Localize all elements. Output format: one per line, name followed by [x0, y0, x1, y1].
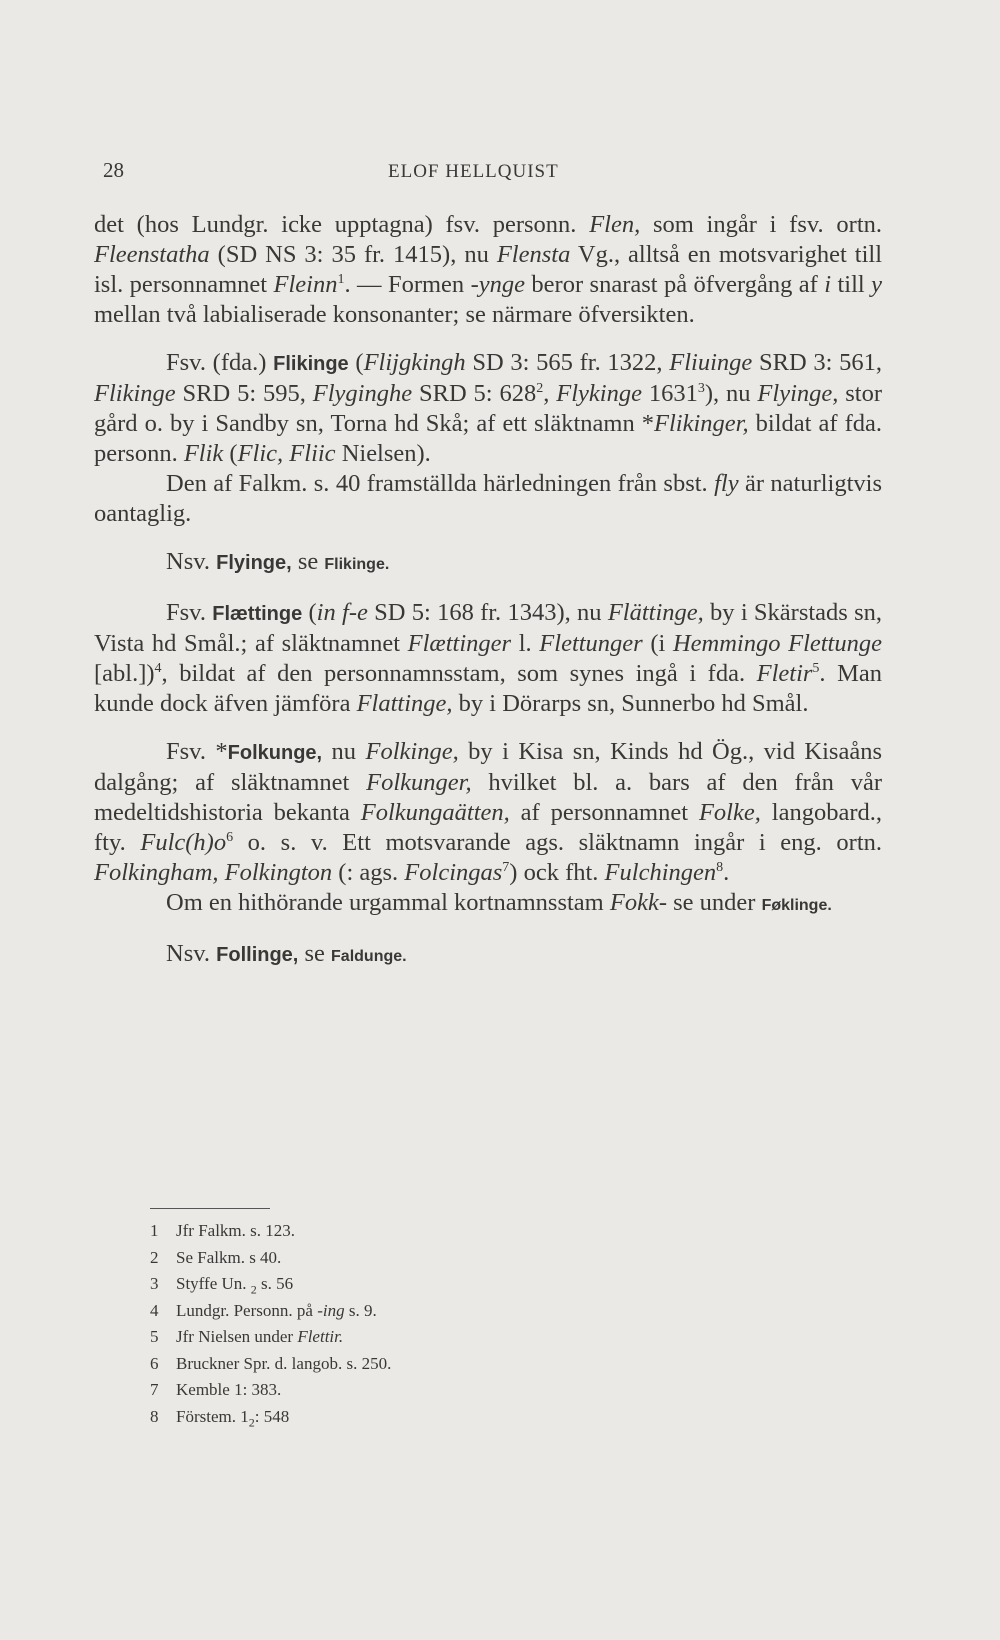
headword: Folkunge,: [227, 742, 323, 764]
footnote-ref: 3: [697, 380, 705, 396]
running-head: ELOF HELLQUIST: [388, 161, 559, 182]
page-header: [0, 158, 1000, 192]
headword: Flættinge: [212, 603, 303, 625]
entry-folkunge: Fsv. *Folkunge, nu Folkinge, by i Kisa sn, Kinds hd Ög., vid Kisaåns dalgång; af släktnamnet Folkunger, hvilket bl. a. bars af den från vår medeltidshistoria bekanta Folkungaätten, af personnamnet Folke, langobard., fty. $Fulc(h)o^6$ o. s. v. Ett motsvarande ags. släktnamn ingår i eng. ortn. Folkingham, Folkington (: ags. Folcingas$^7$) ock fht. Fulchingen$^8$.: [94, 738, 883, 886]
paragraph-fokk: Om en hithörande urgammal kortnamnsstam Fokk- se under Føklinge.: [166, 889, 832, 916]
entry-follinge: Nsv. Follinge, se Faldunge.: [166, 940, 407, 967]
entry-flaettinge: Fsv. Flættinge (in f-e SD 5: 168 fr. 1343), nu Flättinge, by i Skärstads sn, Vista hd Smål.; af släktnamnet Flættinger l. Flettunger (i Hemmingo Flettunge [abl.])$^4$, bildat af den personnamnsstam, som synes ingå i fda. Fletir$^5$. Man kunde dock äfven jämföra Flattinge, by i Dörarps sn, Sunnerbo hd Smål.: [94, 599, 883, 717]
headword: Flyinge,: [216, 552, 292, 574]
footnotes: [150, 1218, 650, 1430]
footnote-ref: 6: [226, 829, 234, 845]
body-text: [94, 210, 882, 972]
footnote-ref: 7: [502, 859, 510, 875]
footnote: 1 Jfr Falkm. s. 123.: [150, 1221, 295, 1240]
footnote: 3 Styffe Un. $_2$ s. 56: [150, 1274, 294, 1297]
entry-flikinge: Fsv. (fda.) Flikinge (Flijgkingh SD 3: 565 fr. 1322, Fliuinge SRD 3: 561, Flikinge SRD 5: 595, Flyginghe SRD 5: $628^2$, Flykinge 1631$^3$), nu Flyinge, stor gård o. by i Sandby sn, Torna hd Skå; af ett släktnamn *Flikinger, bildat af fda. personn. Flik (Flic, Fliic Nielsen).: [94, 349, 883, 467]
entry-flyinge: Nsv. Flyinge, se Flikinge.: [166, 548, 390, 575]
footnote-rule: [150, 1208, 270, 1209]
cross-reference: Føklinge.: [761, 897, 832, 914]
footnote-ref: 5: [812, 660, 820, 676]
headword: Flikinge: [273, 353, 349, 375]
paragraph-1: det (hos Lundgr. icke upptagna) fsv. personn. Flen, som ingår i fsv. ortn. Fleenstatha (SD NS 3: 35 fr. 1415), nu Flensta Vg., alltså en motsvarighet till isl. personnamnet Fleinn$^1$. — Formen -ynge beror snarast på öfvergång af i till y mellan två labialiserade konsonanter; se närmare öfversikten.: [94, 211, 883, 328]
headword: Follinge,: [216, 944, 299, 966]
footnote: 8 Förstem. $1_2$: 548: [150, 1406, 290, 1429]
footnote: 7 Kemble 1: 383.: [150, 1380, 282, 1399]
page-number: 28: [103, 158, 124, 182]
footnote-ref: 8: [716, 859, 724, 875]
footnote: 5 Jfr Nielsen under Flettir.: [150, 1327, 344, 1346]
cross-reference: Faldunge.: [331, 948, 407, 965]
footnote: 2 Se Falkm. s 40.: [150, 1247, 282, 1267]
footnote: 6 Bruckner Spr. d. langob. s. 250.: [150, 1353, 392, 1373]
cross-reference: Flikinge.: [324, 556, 390, 573]
footnote: 4 Lundgr. Personn. på -ing s. 9.: [150, 1300, 377, 1320]
footnote-ref: 4: [154, 660, 162, 676]
footnote-ref: 1: [337, 271, 345, 287]
footnote-ref: 2: [536, 380, 544, 396]
paragraph-fly: Den af Falkm. s. 40 framställda härledningen från sbst. fly är naturligtvis oantaglig.: [94, 470, 882, 527]
